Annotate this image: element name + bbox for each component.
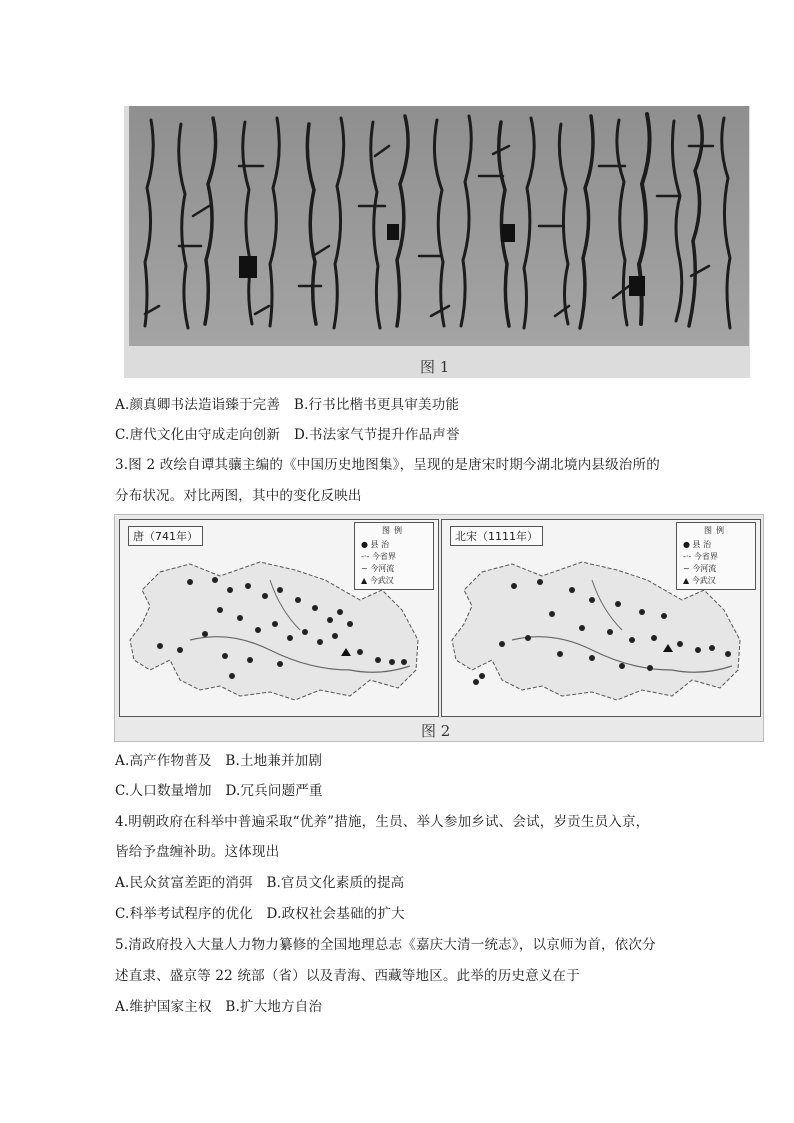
legend-item-river: 今河流: [692, 564, 717, 573]
q3-options-cd: C.人口数量增加 D.冗兵问题严重: [115, 783, 323, 799]
figure-1-caption: 图 1: [420, 358, 450, 376]
q2-options-ab: A.颜真卿书法造诣臻于完善 B.行书比楷书更具审美功能: [115, 397, 460, 413]
legend-item-wuhan: 今武汉: [691, 576, 716, 585]
map-song-legend: [676, 522, 756, 590]
wuhan-triangle-icon: ▲: [683, 576, 690, 585]
legend-item-wuhan: 今武汉: [369, 576, 394, 585]
map-tang: [119, 519, 439, 717]
map-song: [441, 519, 761, 717]
q5-stem-line1: 5.清政府投入大量人力物力纂修的全国地理总志《嘉庆大清一统志》，以京师为首，依次分: [115, 937, 656, 953]
q4-options-cd: C.科举考试程序的优化 D.政权社会基础的扩大: [115, 906, 405, 922]
province-border-icon: -·-: [361, 552, 370, 561]
q4-stem-line1: 4.明朝政府在科举中普遍采取“优养”措施，生员、举人参加乡试、会试，岁贡生员入京，: [115, 814, 650, 830]
river-icon: ~: [683, 564, 690, 573]
figure-1-calligraphy: [124, 106, 750, 378]
q4-stem-line2: 皆给予盘缠补助。这体现出: [115, 844, 280, 860]
county-dot-icon: ●: [683, 540, 690, 549]
q3-options-ab: A.高产作物普及 B.土地兼并加剧: [115, 753, 323, 769]
legend-item-river: 今河流: [370, 564, 395, 573]
legend-item-county: 县 治: [370, 540, 390, 549]
map-tang-title: 唐（741年）: [128, 526, 203, 546]
map-song-title: 北宋（1111年）: [450, 526, 543, 546]
q3-stem-line2: 分布状况。对比两图，其中的变化反映出: [115, 488, 362, 504]
figure-2-maps: [114, 514, 764, 742]
legend-item-county: 县 治: [692, 540, 712, 549]
legend-item-province: 今省界: [693, 552, 718, 561]
q5-options-ab: A.维护国家主权 B.扩大地方自治: [115, 999, 323, 1015]
legend-title: 图例: [382, 526, 406, 535]
calligraphy-image: [129, 106, 749, 346]
calligraphy-strokes: [129, 106, 749, 346]
legend-item-province: 今省界: [371, 552, 396, 561]
figure-2-caption: 图 2: [421, 722, 451, 740]
wuhan-triangle-icon: ▲: [361, 576, 368, 585]
county-dot-icon: ●: [361, 540, 368, 549]
map-tang-legend: [354, 522, 434, 590]
q4-options-ab: A.民众贫富差距的消弭 B.官员文化素质的提高: [115, 875, 405, 891]
q5-stem-line2: 述直隶、盛京等 22 统部（省）以及青海、西藏等地区。此举的历史意义在于: [115, 968, 580, 984]
province-border-icon: -·-: [683, 552, 692, 561]
river-icon: ~: [361, 564, 368, 573]
q3-stem-line1: 3.图 2 改绘自谭其骧主编的《中国历史地图集》，呈现的是唐宋时期今湖北境内县级治所的: [115, 457, 660, 473]
q2-options-cd: C.唐代文化由守成走向创新 D.书法家气节提升作品声誉: [115, 427, 460, 443]
legend-title: 图例: [704, 526, 728, 535]
